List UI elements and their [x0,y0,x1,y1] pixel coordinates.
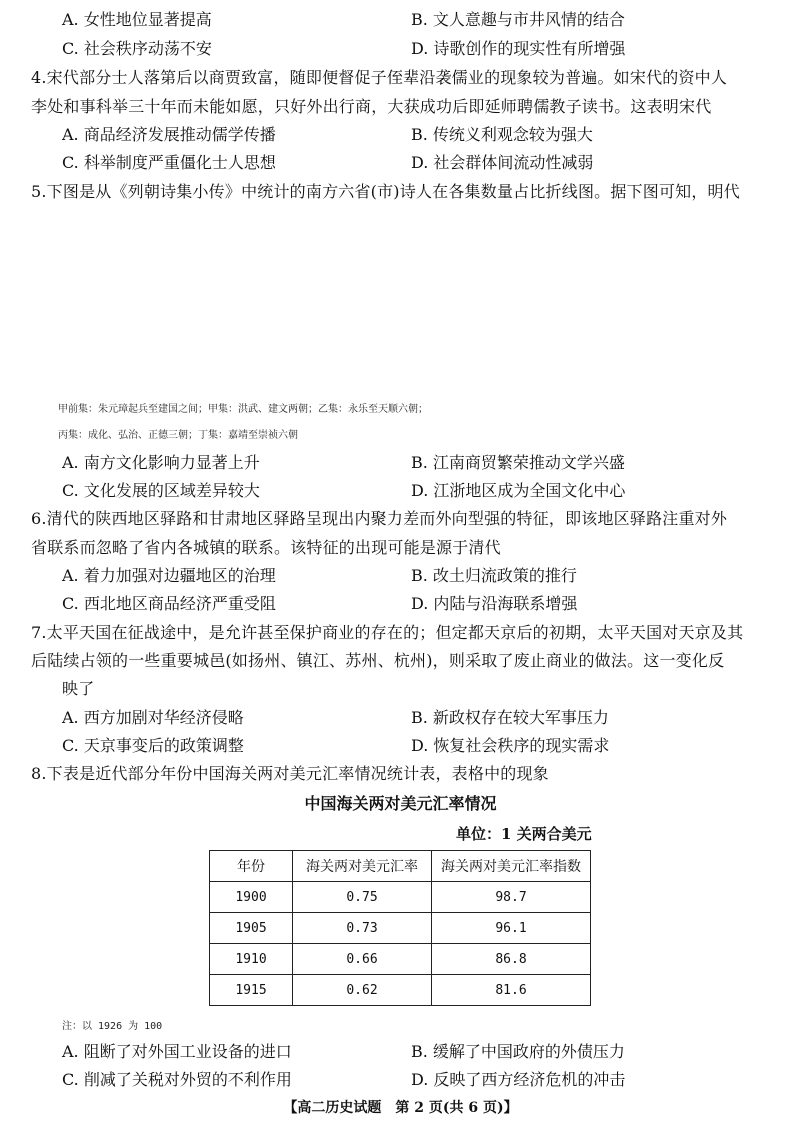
q6-option-d: D. 内陆与沿海联系增强 [411,594,578,613]
cell-rate: 0.62 [293,975,432,1006]
q5-option-c: C. 文化发展的区域差异较大 [62,481,260,500]
q8-stem-line1: 8.下表是近代部分年份中国海关两对美元汇率情况统计表，表格中的现象 [31,764,549,783]
cell-year: 1915 [210,975,293,1006]
header-rate: 海关两对美元汇率 [293,851,432,882]
q5-chart-area [30,204,770,394]
header-year: 年份 [210,851,293,882]
q8-table-note: 注：以 1926 为 100 [62,1021,163,1032]
cell-rate: 0.73 [293,913,432,944]
q6-stem-line2: 省联系而忽略了省内各城镇的联系。该特征的出现可能是源于清代 [31,538,501,557]
q6-option-c: C. 西北地区商品经济严重受阻 [62,594,276,613]
q8-table-title: 中国海关两对美元汇率情况 [304,794,497,813]
cell-year: 1910 [210,944,293,975]
q3-option-c: C. 社会秩序动荡不安 [62,39,212,58]
q5-option-b: B. 江南商贸繁荣推动文学兴盛 [411,453,625,472]
cell-rate: 0.66 [293,944,432,975]
q8-option-d: D. 反映了西方经济危机的冲击 [411,1070,626,1089]
table-row [210,913,591,944]
q7-stem-line1: 7.太平天国在征战途中，是允许甚至保护商业的存在的；但定都天京后的初期，太平天国对天京及其 [31,623,744,642]
cell-index: 81.6 [432,975,591,1006]
q5-option-d: D. 江浙地区成为全国文化中心 [411,481,626,500]
q5-option-a: A. 南方文化影响力显著上升 [62,453,260,472]
page-footer: 【高二历史试题 第 2 页(共 6 页)】 [283,1100,518,1116]
exchange-rate-table [209,850,591,1006]
q4-stem-line2: 李处和事科举三十年而未能如愿，只好外出行商，大获成功后即延师聘儒教子读书。这表明宋代 [31,97,712,116]
q7-option-c: C. 天京事变后的政策调整 [62,736,244,755]
q8-table-unit: 单位：1 关两合美元 [456,825,592,843]
cell-index: 98.7 [432,882,591,913]
table-row [210,882,591,913]
q5-note-line1: 甲前集：朱元璋起兵至建国之间；甲集：洪武、建文两朝；乙集：永乐至天顺六朝； [58,404,428,415]
q8-option-b: B. 缓解了中国政府的外债压力 [411,1042,625,1061]
table-header-row [210,851,591,882]
q4-option-d: D. 社会群体间流动性减弱 [411,153,594,172]
cell-index: 96.1 [432,913,591,944]
q3-option-d: D. 诗歌创作的现实性有所增强 [411,39,626,58]
q5-note-line2: 丙集：成化、弘治、正德三朝；丁集：嘉靖至崇祯六朝 [58,430,298,441]
cell-index: 86.8 [432,944,591,975]
q6-stem-line1: 6.清代的陕西地区驿路和甘肃地区驿路呈现出内聚力差而外向型强的特征，即该地区驿路注重对外 [31,509,728,528]
q4-option-b: B. 传统义利观念较为强大 [411,125,593,144]
table-row [210,975,591,1006]
q7-stem-line2: 后陆续占领的一些重要城邑(如扬州、镇江、苏州、杭州)，则采取了废止商业的做法。这一变化反 [31,651,725,670]
table-row [210,944,591,975]
header-index: 海关两对美元汇率指数 [432,851,591,882]
q7-option-b: B. 新政权存在较大军事压力 [411,708,609,727]
cell-year: 1905 [210,913,293,944]
q4-stem-line1: 4.宋代部分士人落第后以商贾致富，随即便督促子侄辈沿袭儒业的现象较为普遍。如宋代的资中人 [31,68,728,87]
q4-option-a: A. 商品经济发展推动儒学传播 [62,125,276,144]
q3-option-b: B. 文人意趣与市井风情的结合 [411,10,625,29]
q8-option-a: A. 阻断了对外国工业设备的进口 [62,1042,292,1061]
q7-stem-line3: 映了 [62,679,95,698]
q7-option-d: D. 恢复社会秩序的现实需求 [411,736,610,755]
cell-rate: 0.75 [293,882,432,913]
q4-option-c: C. 科举制度严重僵化士人思想 [62,153,276,172]
q3-option-a: A. 女性地位显著提高 [62,10,212,29]
q6-option-b: B. 改土归流政策的推行 [411,566,577,585]
q7-option-a: A. 西方加剧对华经济侵略 [62,708,244,727]
cell-year: 1900 [210,882,293,913]
q8-option-c: C. 削减了关税对外贸的不利作用 [62,1070,292,1089]
q5-stem-line1: 5.下图是从《列朝诗集小传》中统计的南方六省(市)诗人在各集数量占比折线图。据下图可知，明代 [31,182,740,201]
q6-option-a: A. 着力加强对边疆地区的治理 [62,566,276,585]
